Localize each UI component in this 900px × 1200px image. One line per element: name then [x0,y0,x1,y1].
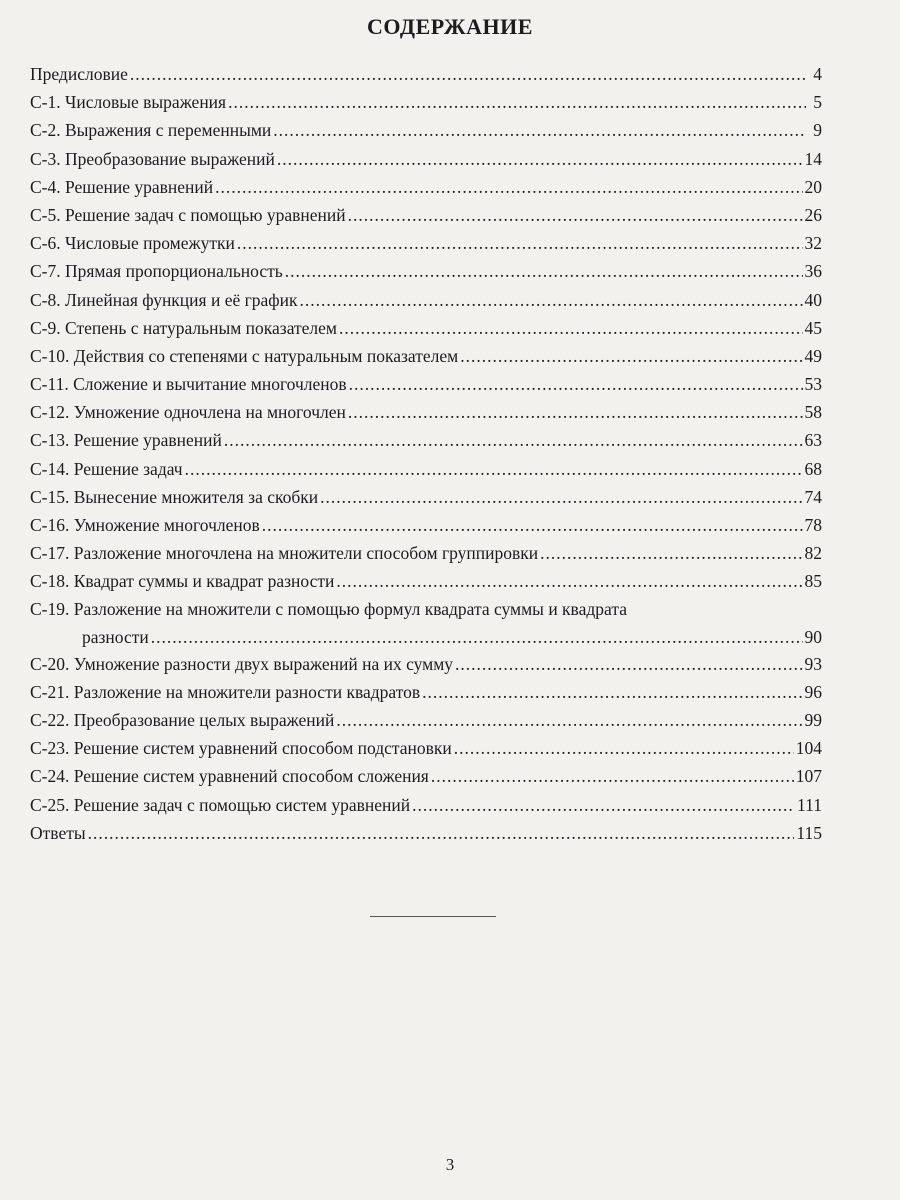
toc-entry [30,734,822,762]
dot-leader [431,762,794,790]
toc-entry-page: 107 [795,766,822,787]
toc-entry-label: С-15. Вынесение множителя за скобки [30,486,319,507]
dot-leader [224,426,803,454]
dot-leader [348,201,803,229]
toc-entry [30,596,822,650]
toc-entry-page: 4 [813,64,822,84]
dot-leader [455,650,802,678]
toc-entry-label: Предисловие [30,64,128,84]
toc-entry [30,650,822,678]
toc-entry-label: С-2. Выражения с переменными [30,120,272,141]
toc-entry-page: 45 [804,317,822,338]
dot-leader [277,145,803,173]
toc-entry [30,60,822,88]
toc-entry-page: 82 [804,543,822,564]
dot-leader [262,511,803,539]
toc-entry-label: С-3. Преобразование выражений [30,148,275,169]
toc-entry [30,173,822,201]
dot-leader [454,734,794,762]
toc-entry-label: С-16. Умножение многочленов [30,515,260,535]
dot-leader [422,678,802,706]
toc-entry-page: 9 [813,120,822,141]
toc-entry-label: С-5. Решение задач с помощью уравнений [30,204,346,225]
toc-entry [30,539,822,567]
toc-entry [30,678,822,706]
toc-entry [30,145,822,173]
dot-leader [336,706,802,734]
toc-entry [30,257,822,285]
toc-entry-label: С-14. Решение задач [30,458,183,479]
dot-leader [130,60,806,88]
toc-entry-label: С-22. Преобразование целых выражений [30,709,335,730]
dot-leader [339,314,803,342]
page-title: СОДЕРЖАНИЕ [367,14,533,39]
toc-entry-page: 78 [804,515,822,535]
toc-entry-label: С-21. Разложение на множители разности квадратов [30,681,421,702]
toc-entry-page: 115 [796,822,822,843]
toc-entry-label: С-11. Сложение и вычитание многочленов [30,374,347,395]
toc-entry-label: С-25. Решение задач с помощью систем уравнений [30,794,411,815]
dot-leader [300,286,803,314]
toc-entry-page: 104 [795,738,822,759]
toc-entry [30,370,822,398]
toc-entry-page: 63 [804,430,822,451]
toc-entry-label: С-19. Разложение на множители с помощью формул квадрата суммы и квадрата [30,598,627,619]
toc-entry-label: С-8. Линейная функция и её график [30,289,298,310]
toc-entry-label: С-24. Решение систем уравнений способом сложения [30,766,429,787]
dot-leader [460,342,802,370]
dot-leader [320,483,802,511]
toc-entry-label: С-10. Действия со степенями с натуральным показателем [30,345,459,366]
toc-entry-page: 40 [804,289,822,310]
toc-entry-label: С-7. Прямая пропорциональность [30,261,283,282]
toc-entry-page: 5 [813,92,822,113]
toc-entry [30,398,822,426]
toc-entry-label: С-6. Числовые промежутки [30,233,235,254]
toc-entry [30,286,822,314]
toc-entry-page: 85 [804,571,822,592]
toc-entry-label: С-12. Умножение одночлена на многочлен [30,402,346,423]
dot-leader [151,623,803,651]
dot-leader [412,791,795,819]
toc-entry-page: 58 [804,402,822,423]
dot-leader [237,229,803,257]
toc-entry-page: 20 [804,176,822,197]
section-divider [370,916,496,917]
toc-entry-page: 90 [804,626,822,647]
toc-entry-label-continued: разности [82,626,149,647]
dot-leader [185,455,803,483]
dot-leader [88,819,795,847]
toc-entry-page: 14 [804,148,822,169]
toc-entry-label: С-1. Числовые выражения [30,92,227,113]
toc-entry-label: С-13. Решение уравнений [30,430,222,451]
toc-entry-label: С-20. Умножение разности двух выражений на их сумму [30,653,454,674]
toc-entry [30,511,822,539]
toc-entry-label: С-18. Квадрат суммы и квадрат разности [30,571,335,592]
toc-entry [30,314,822,342]
toc-entry-label: С-17. Разложение многочлена на множители способом группировки [30,543,539,564]
toc-entry-page: 93 [804,653,822,674]
toc-entry [30,201,822,229]
toc-entry-label: С-4. Решение уравнений [30,176,214,197]
dot-leader [540,539,802,567]
toc-entry-label: С-9. Степень с натуральным показателем [30,317,337,338]
dot-leader [273,116,806,144]
toc-entry [30,483,822,511]
dot-leader [285,257,803,285]
dot-leader [348,398,803,426]
toc-entry-page: 111 [797,794,822,815]
toc-entry-page: 36 [804,261,822,282]
toc-entry [30,455,822,483]
toc-entry-page: 32 [804,233,822,254]
toc-entry [30,229,822,257]
dot-leader [336,567,802,595]
toc-entry-label: С-23. Решение систем уравнений способом подстановки [30,738,452,759]
toc-entry [30,791,822,819]
table-of-contents [30,60,822,847]
toc-entry [30,567,822,595]
toc-entry-page: 53 [804,374,822,395]
toc-entry-page: 68 [804,458,822,479]
dot-leader [228,88,806,116]
toc-entry-page: 99 [804,709,822,730]
toc-entry [30,762,822,790]
toc-entry-page: 96 [804,681,822,702]
toc-entry-page: 74 [804,486,822,507]
toc-entry-page: 49 [804,345,822,366]
toc-entry [30,819,822,847]
toc-entry [30,116,822,144]
dot-leader [215,173,802,201]
toc-entry [30,706,822,734]
toc-entry [30,88,822,116]
toc-entry-label: Ответы [30,822,86,843]
toc-entry [30,342,822,370]
toc-entry-page: 26 [804,204,822,225]
dot-leader [349,370,803,398]
page-number: 3 [445,1155,455,1174]
toc-entry [30,426,822,454]
